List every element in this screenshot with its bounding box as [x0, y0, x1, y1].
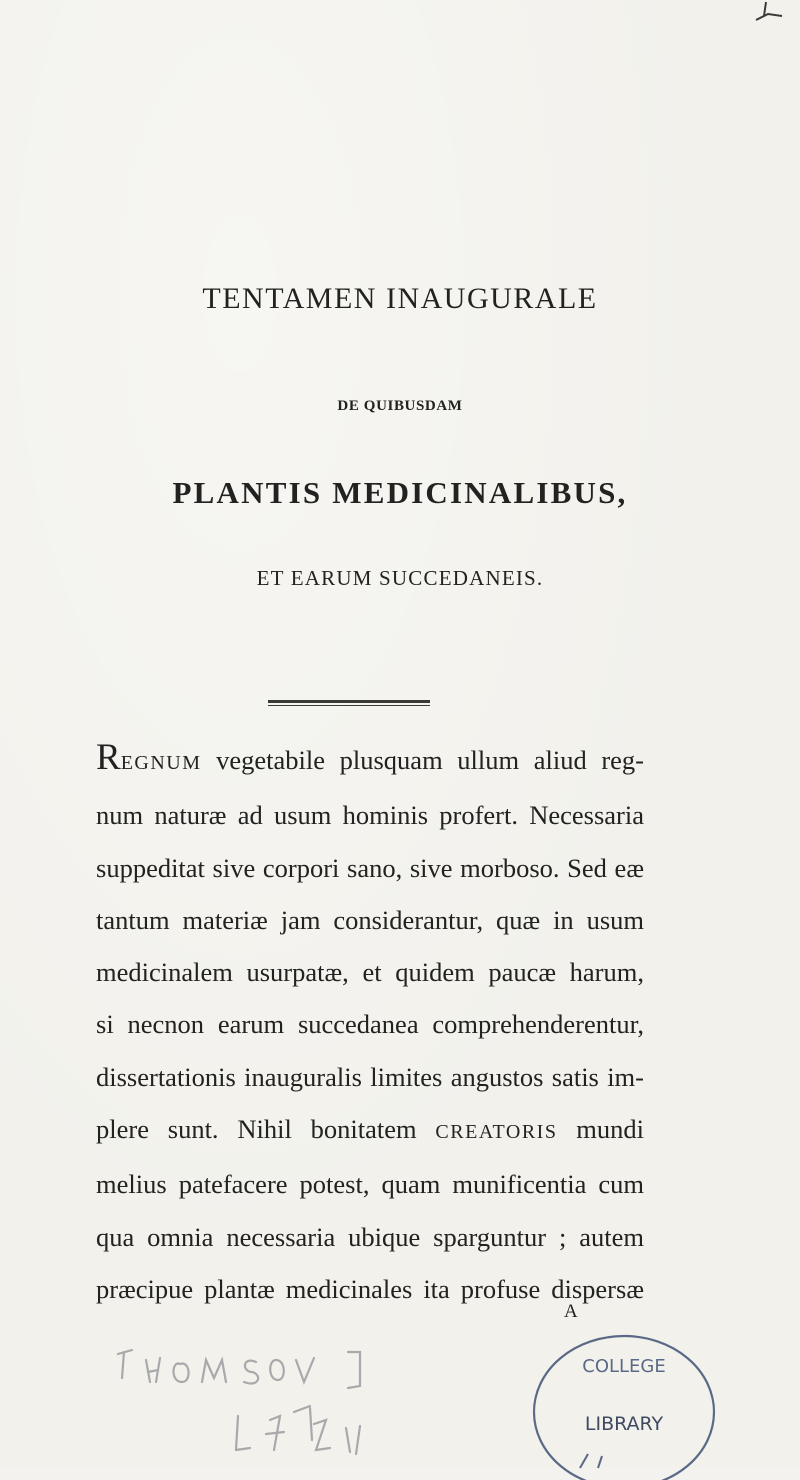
faded-stamp-left	[110, 1330, 440, 1468]
body-line-8	[96, 1103, 644, 1158]
body-line-1-text: vegetabile plusquam ullum aliud reg-	[201, 745, 644, 775]
corner-ink-mark	[748, 0, 788, 22]
body-line-9: melius patefacere potest, quam munificentia cum	[96, 1169, 644, 1200]
body-line-8-text-a: plere sunt. Nihil bonitatem	[96, 1114, 436, 1145]
dropcap: R	[96, 737, 121, 778]
body-line-6: si necnon earum succedanea comprehenderentur,	[96, 1009, 644, 1040]
title-divider-rule	[268, 700, 430, 706]
body-line-5: medicinalem usurpatæ, et quidem paucæ harum,	[96, 957, 644, 988]
body-line-8-text-b: mundi	[557, 1114, 644, 1145]
title-line-2: DE QUIBUSDAM	[337, 398, 463, 414]
title-line-3: PLANTIS MEDICINALIBUS,	[172, 475, 628, 510]
body-paragraph	[96, 734, 644, 1315]
first-word-smallcaps: EGNUM	[120, 752, 202, 774]
body-line-4: tantum materiæ jam considerantur, quæ in usum	[96, 904, 644, 935]
stamp-library-text: LIBRARY	[584, 1413, 664, 1435]
title-line-4: ET EARUM SUCCEDANEIS.	[256, 566, 544, 590]
body-line-10: qua omnia necessaria ubique sparguntur ; autem	[96, 1221, 644, 1252]
body-line-11: præcipue plantæ medicinales ita profuse dispersæ	[96, 1273, 644, 1304]
stamp-top-text: COLLEGE	[582, 1356, 666, 1377]
body-line-2: num naturæ ad usum hominis profert. Necessaria	[96, 800, 644, 831]
creatoris-smallcaps: CREATORIS	[435, 1121, 558, 1144]
signature-mark: A	[564, 1301, 578, 1322]
body-line-3: suppeditat sive corpori sano, sive morboso. Sed eæ	[96, 852, 644, 883]
body-line-1	[96, 734, 644, 789]
title-line-1: TENTAMEN INAUGURALE	[202, 282, 598, 315]
body-line-7: dissertationis inauguralis limites angustos satis im-	[96, 1061, 644, 1092]
library-stamp	[524, 1330, 720, 1480]
